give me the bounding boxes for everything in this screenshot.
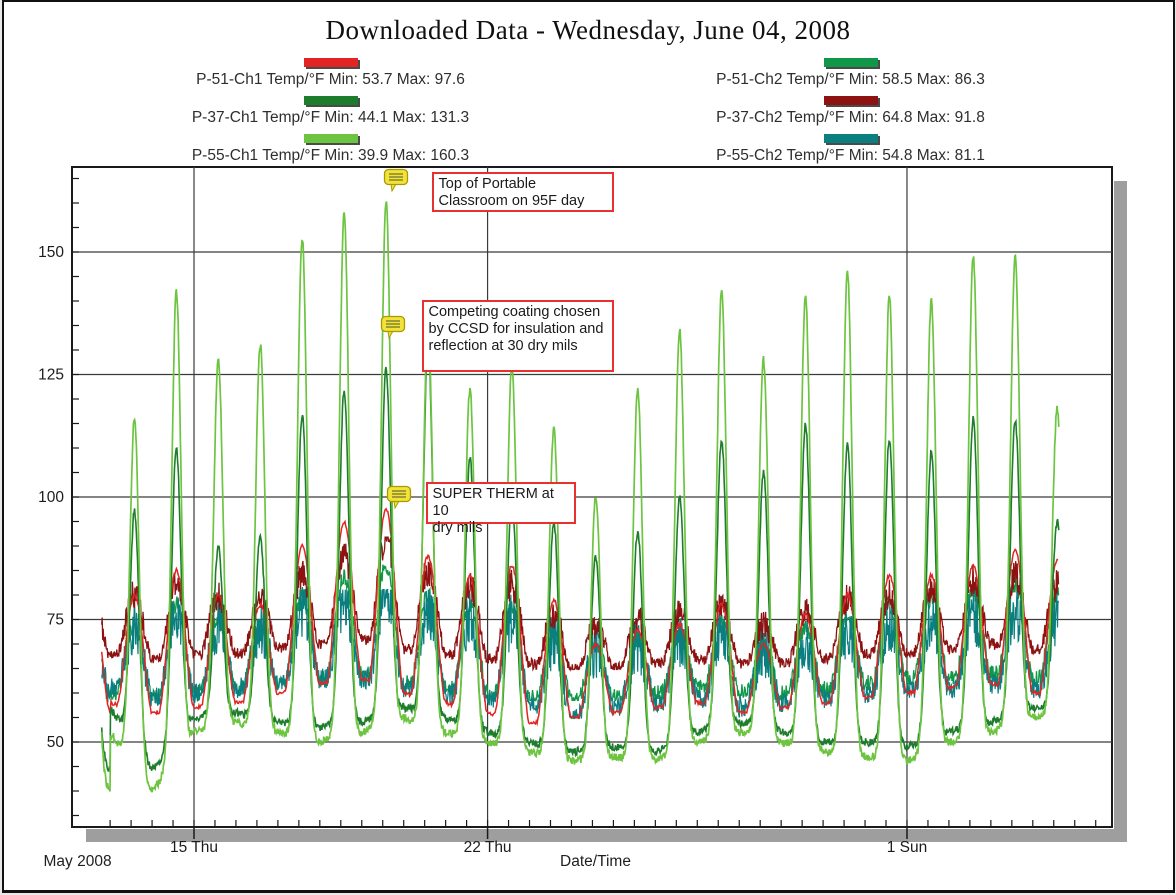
legend-swatch-p-51-ch2	[824, 58, 878, 67]
annotation-box-2[interactable]	[422, 300, 614, 372]
legend-item-p-51-ch2	[681, 58, 1021, 89]
annotation-line: reflection at 30 dry mils	[429, 338, 607, 355]
legend-label-p-51-ch1: P-51-Ch1 Temp/°F Min: 53.7 Max: 97.6	[196, 71, 465, 89]
legend-item-p-55-ch2	[681, 134, 1021, 165]
y-tick-label-125: 125	[38, 367, 64, 384]
plot-shadow-bottom	[86, 829, 1127, 842]
legend-label-p-55-ch2: P-55-Ch2 Temp/°F Min: 54.8 Max: 81.1	[716, 147, 985, 165]
legend-label-p-37-ch1: P-37-Ch1 Temp/°F Min: 44.1 Max: 131.3	[192, 109, 469, 127]
legend-swatch-p-37-ch1	[304, 96, 358, 105]
legend-item-p-37-ch1	[161, 96, 501, 127]
y-tick-label-150: 150	[38, 244, 64, 261]
legend-swatch-p-55-ch1	[304, 134, 358, 143]
legend-swatch-p-51-ch1	[304, 58, 358, 67]
legend-item-p-51-ch1	[161, 58, 501, 89]
annotation-line: SUPER THERM at 10	[433, 486, 569, 520]
annotation-line: Top of Portable	[439, 176, 607, 193]
plot-shadow-right	[1114, 181, 1127, 840]
legend-item-p-55-ch1	[161, 134, 501, 165]
note-icon-1[interactable]	[383, 168, 411, 193]
legend-label-p-37-ch2: P-37-Ch2 Temp/°F Min: 64.8 Max: 91.8	[716, 109, 985, 127]
y-tick-label-100: 100	[38, 489, 64, 506]
chart-title: Downloaded Data - Wednesday, June 04, 2008	[4, 15, 1173, 46]
chart-page	[2, 0, 1175, 893]
x-tick-label-22-thu: 22 Thu	[463, 839, 511, 856]
y-tick-label-75: 75	[46, 612, 63, 629]
legend-item-p-37-ch2	[681, 96, 1021, 127]
x-axis-month-label: May 2008	[44, 853, 112, 871]
x-tick-label-15-thu: 15 Thu	[170, 839, 218, 856]
note-icon-2[interactable]	[380, 315, 408, 340]
legend-swatch-p-55-ch2	[824, 134, 878, 143]
annotation-box-3[interactable]	[426, 482, 576, 524]
note-icon-3[interactable]	[386, 485, 414, 510]
annotation-line: Competing coating chosen	[429, 304, 607, 321]
x-axis-title: Date/Time	[496, 853, 696, 871]
annotation-line: Classroom on 95F day	[439, 193, 607, 210]
x-tick-label-1-sun: 1 Sun	[886, 839, 927, 856]
legend-label-p-51-ch2: P-51-Ch2 Temp/°F Min: 58.5 Max: 86.3	[716, 71, 985, 89]
annotation-box-1[interactable]	[432, 172, 614, 212]
annotation-line: dry mils	[433, 520, 569, 537]
legend-label-p-55-ch1: P-55-Ch1 Temp/°F Min: 39.9 Max: 160.3	[192, 147, 469, 165]
annotation-line: by CCSD for insulation and	[429, 321, 607, 338]
legend-swatch-p-37-ch2	[824, 96, 878, 105]
y-tick-label-50: 50	[46, 734, 64, 751]
